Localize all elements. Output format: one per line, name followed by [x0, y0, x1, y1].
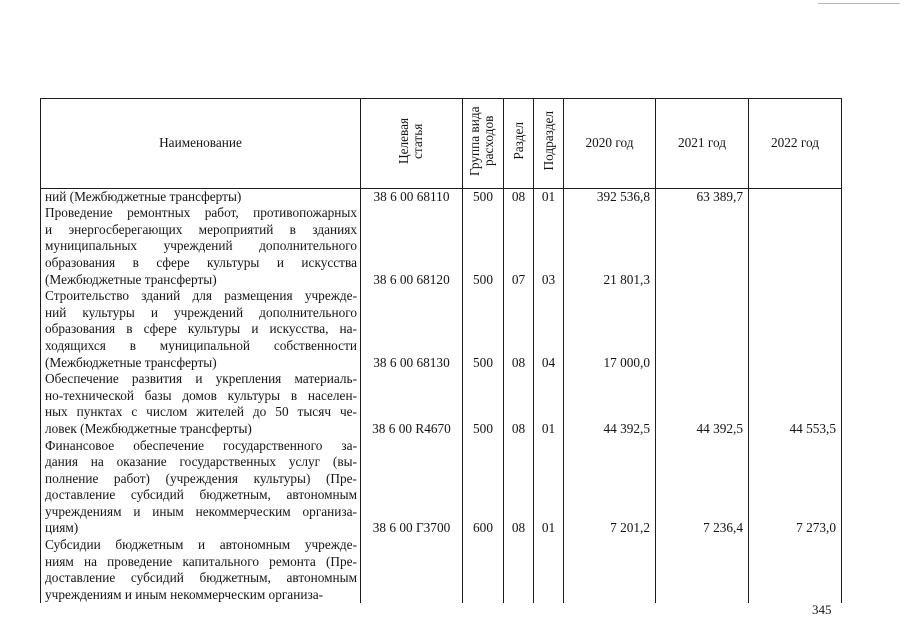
- page-number: 345: [812, 602, 832, 617]
- row-2020: [564, 537, 656, 603]
- row-2021: 44 392,5: [656, 371, 749, 437]
- row-name-line: ловек (Межбюджетные трансферты): [45, 420, 252, 436]
- budget-table: [40, 98, 842, 603]
- row-name-line: (Межбюджетные трансферты): [45, 354, 217, 370]
- row-2022: 7 273,0: [749, 438, 842, 538]
- row-name-line: Обеспечение развития и укрепления материаль-: [45, 371, 357, 387]
- row-section: 08: [504, 438, 534, 538]
- row-name-line: образования в сфере культуры и искусства, на-: [45, 321, 357, 337]
- row-name-line: Финансовое обеспечение государственного за-: [45, 437, 357, 453]
- row-name: [41, 537, 361, 603]
- row-section: [504, 537, 534, 603]
- row-group: 500: [463, 288, 504, 371]
- table-row: [41, 537, 842, 603]
- row-name-line: ний культуры и учреждений дополнительного: [45, 304, 357, 320]
- row-2020: 7 201,2: [564, 438, 656, 538]
- header-section: Раздел: [504, 99, 534, 189]
- row-section: 08: [504, 188, 534, 205]
- row-subsection: 01: [534, 188, 564, 205]
- row-name-line: доставление субсидий бюджетным, автономным: [45, 487, 357, 503]
- row-subsection: 04: [534, 288, 564, 371]
- table-row: [41, 438, 842, 538]
- row-name-line: образования в сфере культуры и искусства: [45, 254, 357, 270]
- table-header-row: [41, 99, 842, 189]
- row-code: 38 6 00 R4670: [361, 371, 463, 437]
- row-2022: [749, 288, 842, 371]
- row-subsection: [534, 537, 564, 603]
- row-2021: 63 389,7: [656, 188, 749, 205]
- row-group: 500: [463, 205, 504, 288]
- top-rule: [818, 3, 900, 4]
- row-name-line: ных пунктах с числом жителей до 50 тысяч че-: [45, 404, 357, 420]
- row-code: 38 6 00 68130: [361, 288, 463, 371]
- row-2020: 17 000,0: [564, 288, 656, 371]
- row-name-line: и энергосберегающих мероприятий в зданиях: [45, 221, 357, 237]
- row-code: [361, 537, 463, 603]
- row-2020: 44 392,5: [564, 371, 656, 437]
- row-name-line: ниям на проведение капитального ремонта (Пре-: [45, 553, 357, 569]
- header-name: Наименование: [41, 99, 361, 189]
- row-name: [41, 371, 361, 437]
- table-row: [41, 188, 842, 205]
- row-group: [463, 537, 504, 603]
- row-2022: [749, 205, 842, 288]
- row-name-line: полнение работ) (учреждения культуры) (Пре-: [45, 470, 357, 486]
- row-name-line: ходящихся в муниципальной собственности: [45, 337, 357, 353]
- table-row: [41, 288, 842, 371]
- row-name-line: учреждениям и иным некоммерческим организа-: [45, 503, 357, 519]
- row-2020: 21 801,3: [564, 205, 656, 288]
- row-name: [41, 288, 361, 371]
- row-name-line: учреждениям и иным некоммерческим организа-: [45, 586, 324, 602]
- header-2021: 2021 год: [656, 99, 749, 189]
- row-2022: [749, 188, 842, 205]
- row-name-line: Субсидии бюджетным и автономным учрежде-: [45, 537, 357, 553]
- row-name: [41, 438, 361, 538]
- row-2021: 7 236,4: [656, 438, 749, 538]
- row-section: 08: [504, 371, 534, 437]
- header-expense-group: Группа вида расходов: [463, 99, 504, 189]
- row-section: 07: [504, 205, 534, 288]
- row-name-line: Строительство зданий для размещения учрежде-: [45, 288, 357, 304]
- row-2021: [656, 288, 749, 371]
- row-section: 08: [504, 288, 534, 371]
- row-group: 500: [463, 371, 504, 437]
- row-2022: [749, 537, 842, 603]
- row-subsection: 03: [534, 205, 564, 288]
- row-name-line: муниципальных учреждений дополнительного: [45, 238, 357, 254]
- row-2020: 392 536,8: [564, 188, 656, 205]
- row-group: 500: [463, 188, 504, 205]
- row-code: 38 6 00 68110: [361, 188, 463, 205]
- row-2021: [656, 205, 749, 288]
- row-name-line: но-технической базы домов культуры в населен-: [45, 387, 357, 403]
- row-subsection: 01: [534, 438, 564, 538]
- row-name: [41, 205, 361, 288]
- row-name-line: (Межбюджетные трансферты): [45, 271, 217, 287]
- row-subsection: 01: [534, 371, 564, 437]
- row-code: 38 6 00 68120: [361, 205, 463, 288]
- row-name-line: ний (Межбюджетные трансферты): [45, 188, 242, 204]
- row-name: [41, 188, 361, 205]
- header-target-article: Целевая статья: [361, 99, 463, 189]
- header-2022: 2022 год: [749, 99, 842, 189]
- row-code: 38 6 00 Г3700: [361, 438, 463, 538]
- row-2021: [656, 537, 749, 603]
- row-name-line: дания на оказание государственных услуг (вы-: [45, 454, 357, 470]
- table-row: [41, 205, 842, 288]
- row-group: 600: [463, 438, 504, 538]
- row-name-line: циям): [45, 520, 79, 536]
- header-subsection: Подраздел: [534, 99, 564, 189]
- row-2022: 44 553,5: [749, 371, 842, 437]
- header-2020: 2020 год: [564, 99, 656, 189]
- table-row: [41, 371, 842, 437]
- row-name-line: доставление субсидий бюджетным, автономным: [45, 570, 357, 586]
- row-name-line: Проведение ремонтных работ, противопожарных: [45, 205, 357, 221]
